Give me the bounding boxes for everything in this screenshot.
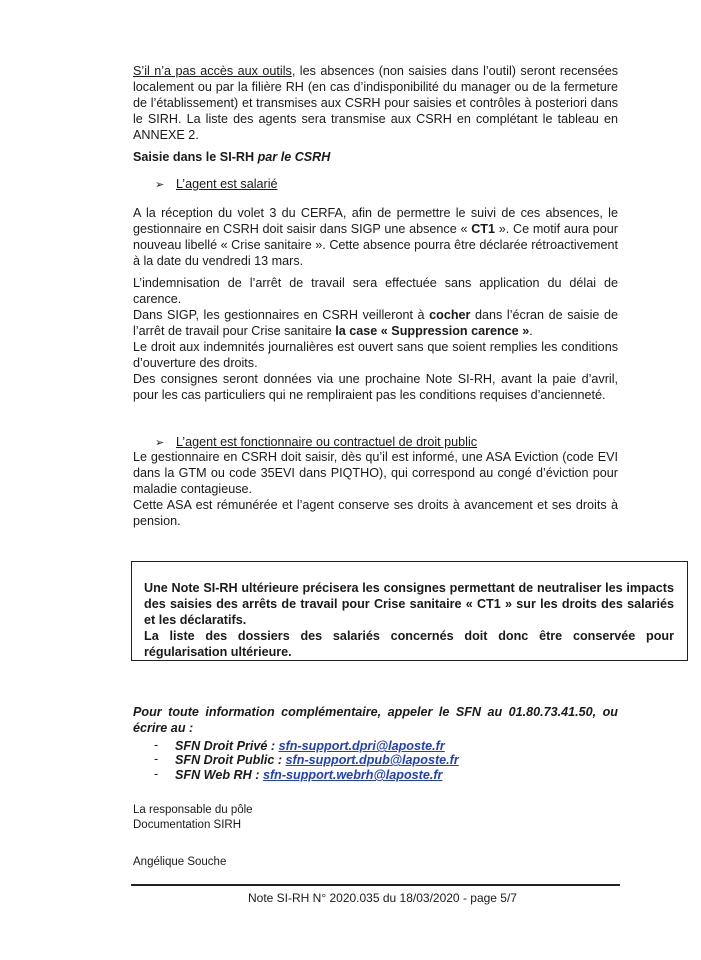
signature-name: Angélique Souche: [133, 856, 227, 868]
bullet-salaried-heading: L’agent est salarié: [176, 177, 278, 191]
notice-text: Une Note SI-RH ultérieure précisera les consignes permettant de neutraliser les impacts des saisies des arrêts de travail pour Crise sanitaire « CT1 » sur les droits des salariés et les déclaratifs. La liste des dossiers des salariés concernés doit donc être conservée pour régularisation ultérieure.: [144, 581, 674, 659]
email-link-dpub[interactable]: sfn-support.dpub@laposte.fr: [285, 753, 459, 767]
paragraph-asa-eviction: Le gestionnaire en CSRH doit saisir, dès qu’il est informé, une ASA Eviction (code EVI dans la GTM ou code 35EVI dans PIQTHO), qui correspond au congé d’éviction pour maladie contagieuse. Cette ASA est rémunérée et l’agent conserve ses droits à avancement et ses droits à pension.: [133, 450, 618, 528]
paragraph-cerfa-reception: A la réception du volet 3 du CERFA, afin de permettre le suivi de ces absences, le gestionnaire en CSRH doit saisir dans SIGP une absence « CT1 ». Ce motif aura pour nouveau libellé « Crise sanitaire ». Cette absence pourra être déclarée rétroactivement à la date du vendredi 13 mars.: [133, 206, 618, 268]
list-dash: -: [154, 738, 159, 752]
list-dash: -: [154, 752, 159, 766]
email-link-webrh[interactable]: sfn-support.webrh@laposte.fr: [262, 768, 443, 782]
notice-box: [131, 561, 688, 661]
paragraph-sigp-checkbox: Dans SIGP, les gestionnaires en CSRH veilleront à cocher dans l’écran de saisie de l’arrêt de travail pour Crise sanitaire la case « Suppression carence ».: [133, 308, 618, 338]
paragraph-no-tool-access: S’il n’a pas accès aux outils, les absences (non saisies dans l’outil) seront recensées localement ou par la filière RH (en cas d’indisponibilité du manager ou de la fermeture de l’établissement) et transmises aux CSRH pour saisies et contrôles à posteriori dans le SIRH. La liste des agents sera transmise aux CSRH en complétant le tableau en ANNEXE 2.: [133, 64, 618, 142]
footer-rule: [131, 884, 620, 886]
arrow-bullet-icon: ➢: [155, 179, 165, 191]
contact-item-web-rh: SFN Web RH : sfn-support.webrh@laposte.fr: [175, 768, 443, 782]
bullet-civil-servant-heading: L’agent est fonctionnaire ou contractuel de droit public: [176, 435, 478, 449]
list-dash: -: [154, 767, 159, 781]
contact-item-droit-public: SFN Droit Public : sfn-support.dpub@laposte.fr: [175, 753, 459, 767]
contact-item-droit-prive: SFN Droit Privé : sfn-support.dpri@laposte.fr: [175, 739, 445, 753]
page-footer: Note SI-RH N° 2020.035 du 18/03/2020 - page 5/7: [248, 891, 517, 905]
section-heading: Saisie dans le SI-RH par le CSRH: [133, 150, 331, 164]
arrow-bullet-icon: ➢: [155, 437, 165, 449]
contact-intro: Pour toute information complémentaire, appeler le SFN au 01.80.73.41.50, ou écrire au :: [133, 705, 618, 735]
paragraph-indemnisation: L’indemnisation de l’arrêt de travail sera effectuée sans application du délai de carence. Dans SIGP, les gestionnaires en CSRH veilleront à cocher dans l’écran de saisie de l’arrêt de travail pour Crise sanitaire la case « Suppression carence ». Le droit aux indemnités journalières est ouvert sans que soient remplies les conditions d’ouverture des droits. Des consignes seront données via une prochaine Note SI-RH, avant la paie d’avril, pour les cas particuliers qui ne rempliraient pas les conditions requises d’ancienneté.: [133, 276, 618, 402]
email-link-dpri[interactable]: sfn-support.dpri@laposte.fr: [278, 739, 445, 753]
signature-role: La responsable du pôle Documentation SIRH: [133, 804, 253, 831]
